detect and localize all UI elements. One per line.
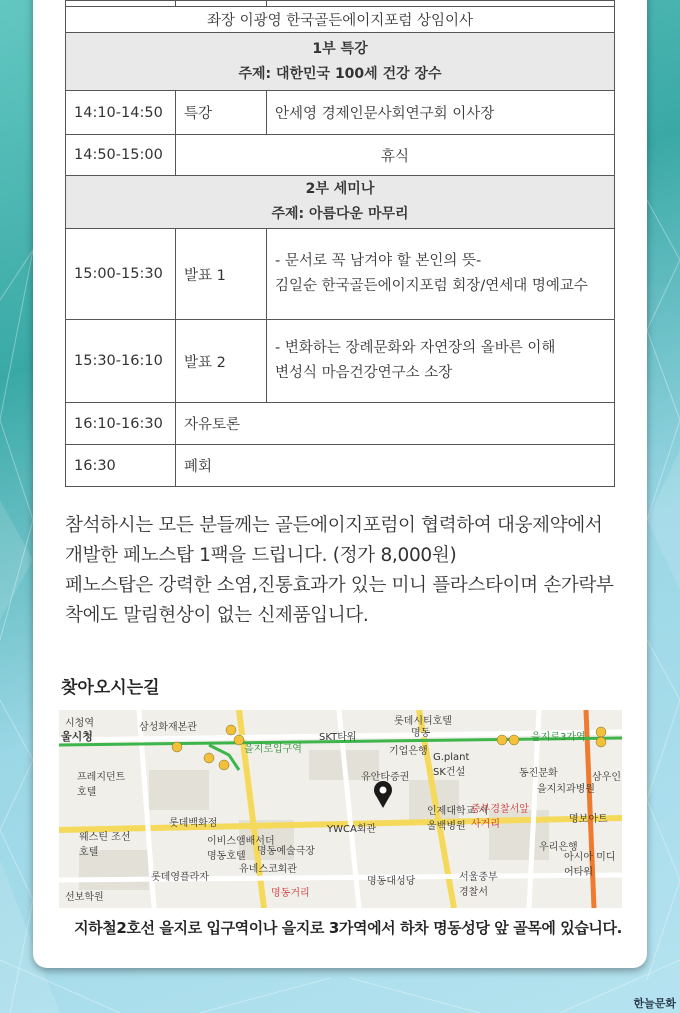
section-title: 1부 특강	[312, 40, 368, 57]
map-label: 롯데영플라자	[151, 872, 209, 883]
section-title: 2부 세미나	[305, 181, 375, 197]
table-row	[66, 320, 615, 403]
map-label: 이비스앰배서더 명동호텔	[207, 836, 275, 862]
schedule-table	[65, 0, 615, 487]
table-row	[66, 229, 615, 320]
type-cell: 특강	[176, 91, 267, 135]
map-label: 삼우인	[592, 772, 621, 783]
table-row	[66, 7, 615, 33]
type-cell: 발표 2	[176, 320, 267, 403]
map-label: 기업은행	[389, 746, 428, 757]
type-cell: 발표 1	[176, 229, 267, 320]
map-label: G.plant SK건설	[433, 752, 470, 778]
section-header-part1	[66, 33, 615, 91]
section-subtitle: 주제: 아름다운 마무리	[271, 206, 409, 222]
map-label: 선보학원	[65, 892, 104, 903]
directions-text: 지하철2호선 을지로 입구역이나 을지로 3가역에서 하차 명동성당 앞 골목에 있습니다.	[74, 919, 622, 937]
desc-cell	[267, 320, 615, 403]
map-label: 서울중부 경찰서	[459, 872, 498, 898]
content-card	[33, 0, 647, 968]
map-label: 롯데시티호텔	[394, 716, 452, 727]
note-line: 개발한 페노스탑 1팩을 드립니다. (정가 8,000원)	[65, 545, 457, 566]
attendee-note	[65, 511, 625, 631]
map-label: 웨스틴 조선호텔	[79, 832, 131, 858]
time-cell: 16:10-16:30	[66, 403, 176, 445]
time-cell: 16:30	[66, 445, 176, 487]
brand-logo: 한늘문화	[633, 997, 676, 1010]
map-label: YWCA회관	[327, 824, 377, 835]
map-label: 동진문화	[519, 768, 558, 779]
section-subtitle: 주제: 대한민국 100세 건강 장수	[238, 65, 442, 82]
table-row	[66, 445, 615, 487]
desc-cell: 자유토론	[176, 403, 615, 445]
table-row	[66, 403, 615, 445]
desc-cell: 폐회	[176, 445, 615, 487]
map-label: 중부경찰서앞 사거리	[471, 804, 529, 830]
time-cell: 15:30-16:10	[66, 320, 176, 403]
table-row	[66, 91, 615, 135]
desc-line: - 변화하는 장례문화와 자연장의 올바른 이해	[275, 340, 556, 356]
map-label: 아시아 미디어타워	[564, 852, 616, 878]
note-line: 참석하시는 모든 분들께는 골든에이지포럼이 협력하여 대웅제약에서	[65, 515, 603, 536]
map-label: 롯데백화점	[169, 818, 218, 829]
table-row	[66, 135, 615, 176]
map-label: 을지치과병원	[537, 784, 595, 795]
map-label: 명보아트	[569, 814, 608, 825]
map-label: 명동대성당	[367, 876, 416, 887]
note-line: 페노스탑은 강력한 소염,진통효과가 있는 미니 플라스타이며 손가락부	[65, 575, 614, 596]
desc-cell: 안세영 경제인문사회연구회 이사장	[267, 91, 615, 135]
desc-cell: 휴식	[176, 135, 615, 176]
desc-line: - 문서로 꼭 남겨야 할 본인의 뜻-	[275, 253, 482, 269]
map-label: 울시청	[61, 730, 93, 743]
desc-line: 변성식 마음건강연구소 소장	[275, 365, 453, 381]
map-label: 삼성화재본관	[139, 722, 197, 733]
map-label: 명동예술극장	[257, 846, 315, 857]
map-label: 명동거리	[271, 888, 310, 899]
time-cell: 15:00-15:30	[66, 229, 176, 320]
moderator-cell: 좌장 이광영 한국골든에이지포럼 상임이사	[66, 7, 615, 33]
time-cell: 14:10-14:50	[66, 91, 176, 135]
desc-line: 김일순 한국골든에이지포럼 회장/연세대 명예교수	[275, 278, 588, 294]
location-map[interactable]	[59, 710, 622, 908]
map-label: 유네스코회관	[239, 864, 297, 875]
map-label: 을지로3가역	[531, 732, 586, 743]
map-label: 명동	[411, 728, 431, 739]
map-label: 을지로입구역	[244, 744, 302, 755]
desc-cell	[267, 229, 615, 320]
map-label: 우리은행	[539, 842, 578, 853]
note-line: 착에도 말림현상이 없는 신제품입니다.	[65, 605, 369, 626]
map-label: 인제대학교 서울백병원	[427, 806, 489, 832]
time-cell: 14:50-15:00	[66, 135, 176, 176]
map-label: 프레지던트 호텔	[77, 772, 126, 798]
directions-heading: 찾아오시는길	[61, 678, 160, 698]
map-label: SKT타워	[319, 732, 357, 743]
map-label: 유안타증권	[361, 772, 410, 783]
map-label: 시청역	[65, 718, 94, 729]
section-header-part2	[66, 176, 615, 229]
